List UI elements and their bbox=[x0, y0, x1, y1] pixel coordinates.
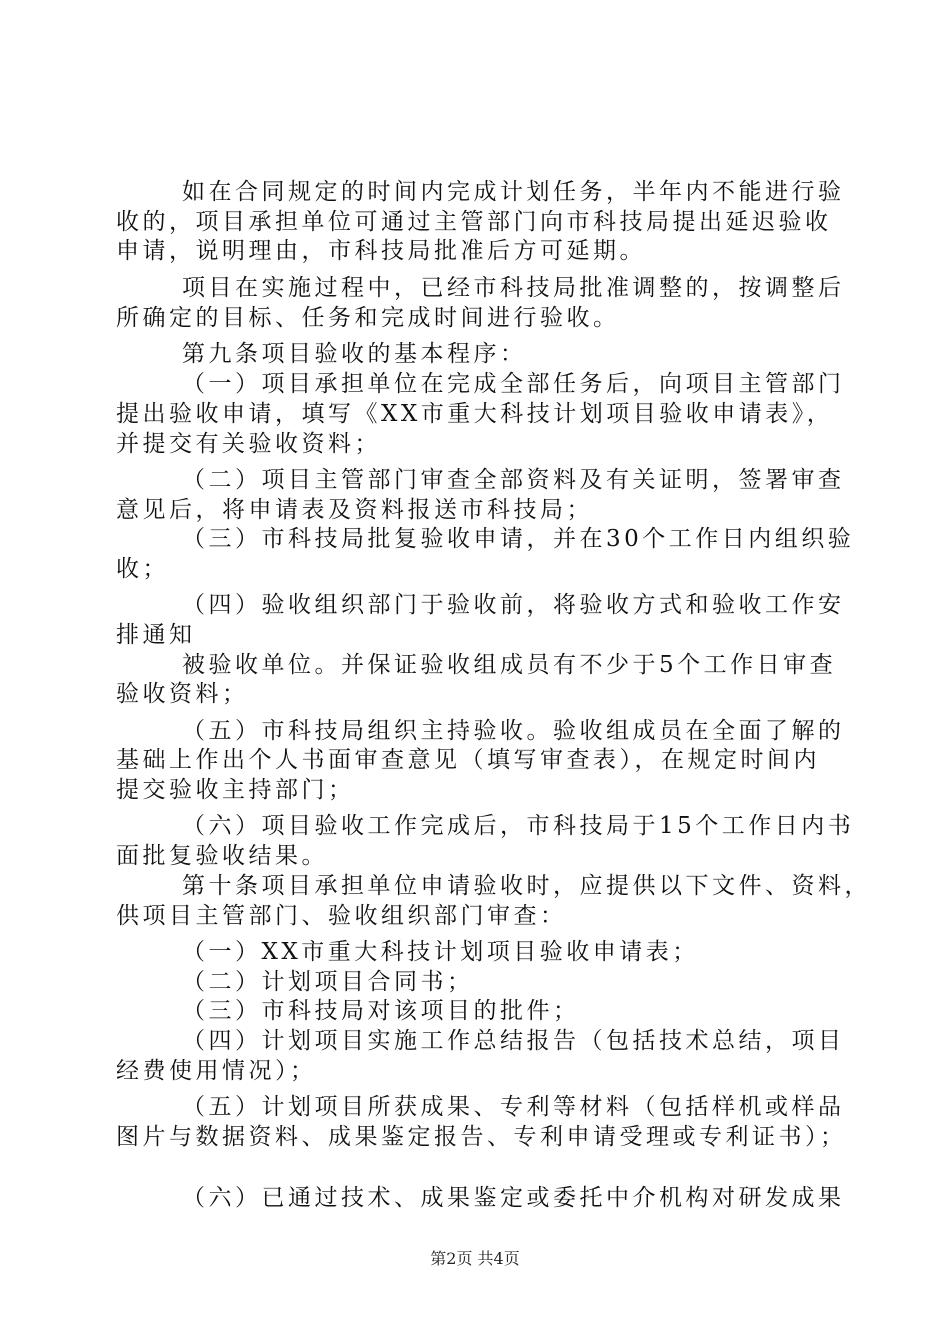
paragraph-line: 收； bbox=[116, 556, 169, 582]
paragraph-line: （一）XX市重大科技计划项目验收申请表； bbox=[182, 939, 699, 965]
paragraph-line: 意见后，将申请表及资料报送市科技局； bbox=[116, 497, 593, 523]
paragraph-line: （三）市科技局对该项目的批件； bbox=[182, 998, 580, 1024]
paragraph-line: （二）项目主管部门审查全部资料及有关证明，签署审查 bbox=[182, 467, 845, 493]
paragraph-line: 验收资料； bbox=[116, 681, 249, 707]
paragraph-line: 经费使用情况）； bbox=[116, 1058, 317, 1084]
paragraph-line: 申请，说明理由，市科技局批准后方可延期。 bbox=[116, 238, 646, 264]
paragraph-line: 图片与数据资料、成果鉴定报告、专利申请受理或专利证书）； bbox=[116, 1124, 847, 1150]
paragraph-line: 项目在实施过程中，已经市科技局批准调整的，按调整后 bbox=[182, 275, 845, 301]
paragraph-line: 第十条项目承担单位申请验收时，应提供以下文件、资料， bbox=[182, 873, 871, 899]
page-number-footer: 第2页 共4页 bbox=[430, 1249, 520, 1268]
paragraph-line: 基础上作出个人书面审查意见（填写审查表），在规定时间内 bbox=[116, 747, 820, 773]
paragraph-line: （五）市科技局组织主持验收。验收组成员在全面了解的 bbox=[182, 718, 845, 744]
paragraph-line: （二）计划项目合同书； bbox=[182, 969, 474, 995]
paragraph-line: 提出验收申请，填写《XX市重大科技计划项目验收申请表》， bbox=[116, 401, 834, 427]
paragraph-line: 提交验收主持部门； bbox=[116, 777, 355, 803]
paragraph-line: （五）计划项目所获成果、专利等材料（包括样机或样品 bbox=[182, 1094, 845, 1120]
paragraph-line: 第九条项目验收的基本程序： bbox=[182, 341, 527, 367]
paragraph-line: （四）计划项目实施工作总结报告（包括技术总结，项目 bbox=[182, 1028, 845, 1054]
paragraph-line: （一）项目承担单位在完成全部任务后，向项目主管部门 bbox=[182, 371, 845, 397]
paragraph-line: （六）项目验收工作完成后，市科技局于15个工作日内书 bbox=[182, 813, 855, 839]
paragraph-line: （四）验收组织部门于验收前，将验收方式和验收工作安 bbox=[182, 592, 845, 618]
paragraph-line: （三）市科技局批复验收申请，并在30个工作日内组织验 bbox=[182, 526, 855, 552]
paragraph-line: 供项目主管部门、验收组织部门审查： bbox=[116, 903, 567, 929]
paragraph-line: 排通知 bbox=[116, 622, 196, 648]
paragraph-line: 并提交有关验收资料； bbox=[116, 431, 381, 457]
paragraph-line: 被验收单位。并保证验收组成员有不少于5个工作日审查 bbox=[182, 652, 837, 678]
paragraph-line: 如在合同规定的时间内完成计划任务，半年内不能进行验 bbox=[182, 179, 845, 205]
paragraph-line: 面批复验收结果。 bbox=[116, 843, 328, 869]
paragraph-line: （六）已通过技术、成果鉴定或委托中介机构对研发成果 bbox=[182, 1185, 845, 1211]
paragraph-line: 收的，项目承担单位可通过主管部门向市科技局提出延迟验收 bbox=[116, 209, 832, 235]
paragraph-line: 所确定的目标、任务和完成时间进行验收。 bbox=[116, 305, 620, 331]
